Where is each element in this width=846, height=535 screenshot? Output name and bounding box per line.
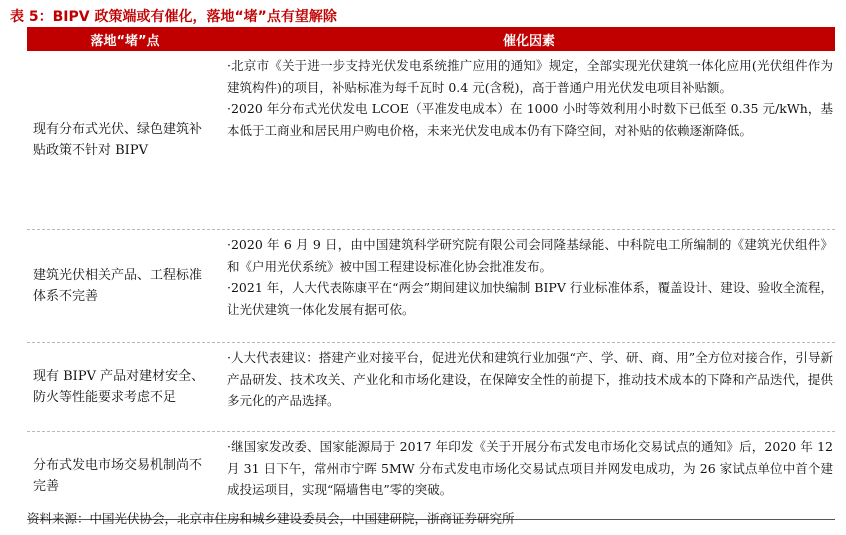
blockage-point: 建筑光伏相关产品、工程标准体系不完善 [33,268,203,304]
catalyst-cell [223,230,835,342]
catalyst-paragraph: ·继国家发改委、国家能源局于 2017 年印发《关于开展分布式发电市场化交易试点的通知》后，2020 年 12 月 31 日下午，常州市宁晖 5MW 分布式发电市场化交易试点项目并网发电成功，为 26 家试点单位中首个建成投运项目，实现“隔墙售电”零的突破。 [227,439,833,497]
blockage-point: 现有分布式光伏、绿色建筑补贴政策不针对 BIPV [33,122,203,158]
policy-table [27,27,835,520]
catalyst-paragraph: ·北京市《关于进一步支持光伏发电系统推广应用的通知》规定，全部实现光伏建筑一体化应用(光伏组件作为建筑构件)的项目，补贴标准为每千瓦时 0.4 元(含税)，高于普通户用光伏发电项目补贴额。 [227,58,833,95]
catalyst-cell [223,343,835,431]
catalyst-paragraph: ·2020 年分布式光伏发电 LCOE（平准发电成本）在 1000 小时等效利用小时数下已低至 0.35 元/kWh，基本低于工商业和居民用户购电价格，未来光伏发电成本仍有下降空间，对补贴的依赖逐渐降低。 [227,101,833,138]
source-note: 资料来源：中国光伏协会，北京市住房和城乡建设委员会，中国建研院，浙商证券研究所 [27,511,515,526]
blockage-point: 分布式发电市场交易机制尚不完善 [33,457,203,494]
blockage-point: 现有 BIPV 产品对建材安全、防火等性能要求考虑不足 [33,369,205,405]
table-row [27,432,835,520]
catalyst-cell [223,432,835,519]
table-row [27,343,835,432]
header-catalyst: 催化因素 [502,33,555,49]
catalyst-paragraph: ·人大代表建议：搭建产业对接平台，促进光伏和建筑行业加强“产、学、研、商、用”全方位对接合作，引导新产品研发、技术攻关、产业化和市场化建设，在保障安全性的前提下，推动技术成本的下降和产品迭代，提供多元化的产品选择。 [227,350,833,408]
header-blockage-point: 落地“堵”点 [90,33,160,49]
catalyst-paragraph: ·2021 年，人大代表陈康平在“两会”期间建议加快编制 BIPV 行业标准体系，覆盖设计、建设、验收全流程，让光伏建筑一体化发展有据可依。 [227,280,833,317]
table-title: 表 5：BIPV 政策端或有催化，落地“堵”点有望解除 [10,9,337,25]
table-row [27,51,835,230]
table-header [27,27,835,51]
catalyst-paragraph: ·2020 年 6 月 9 日，由中国建筑科学研究院有限公司会同隆基绿能、中科院电工所编制的《建筑光伏组件》和《户用光伏系统》被中国工程建设标准化协会批准发布。 [227,237,833,274]
catalyst-cell [223,51,835,229]
table-row [27,230,835,343]
